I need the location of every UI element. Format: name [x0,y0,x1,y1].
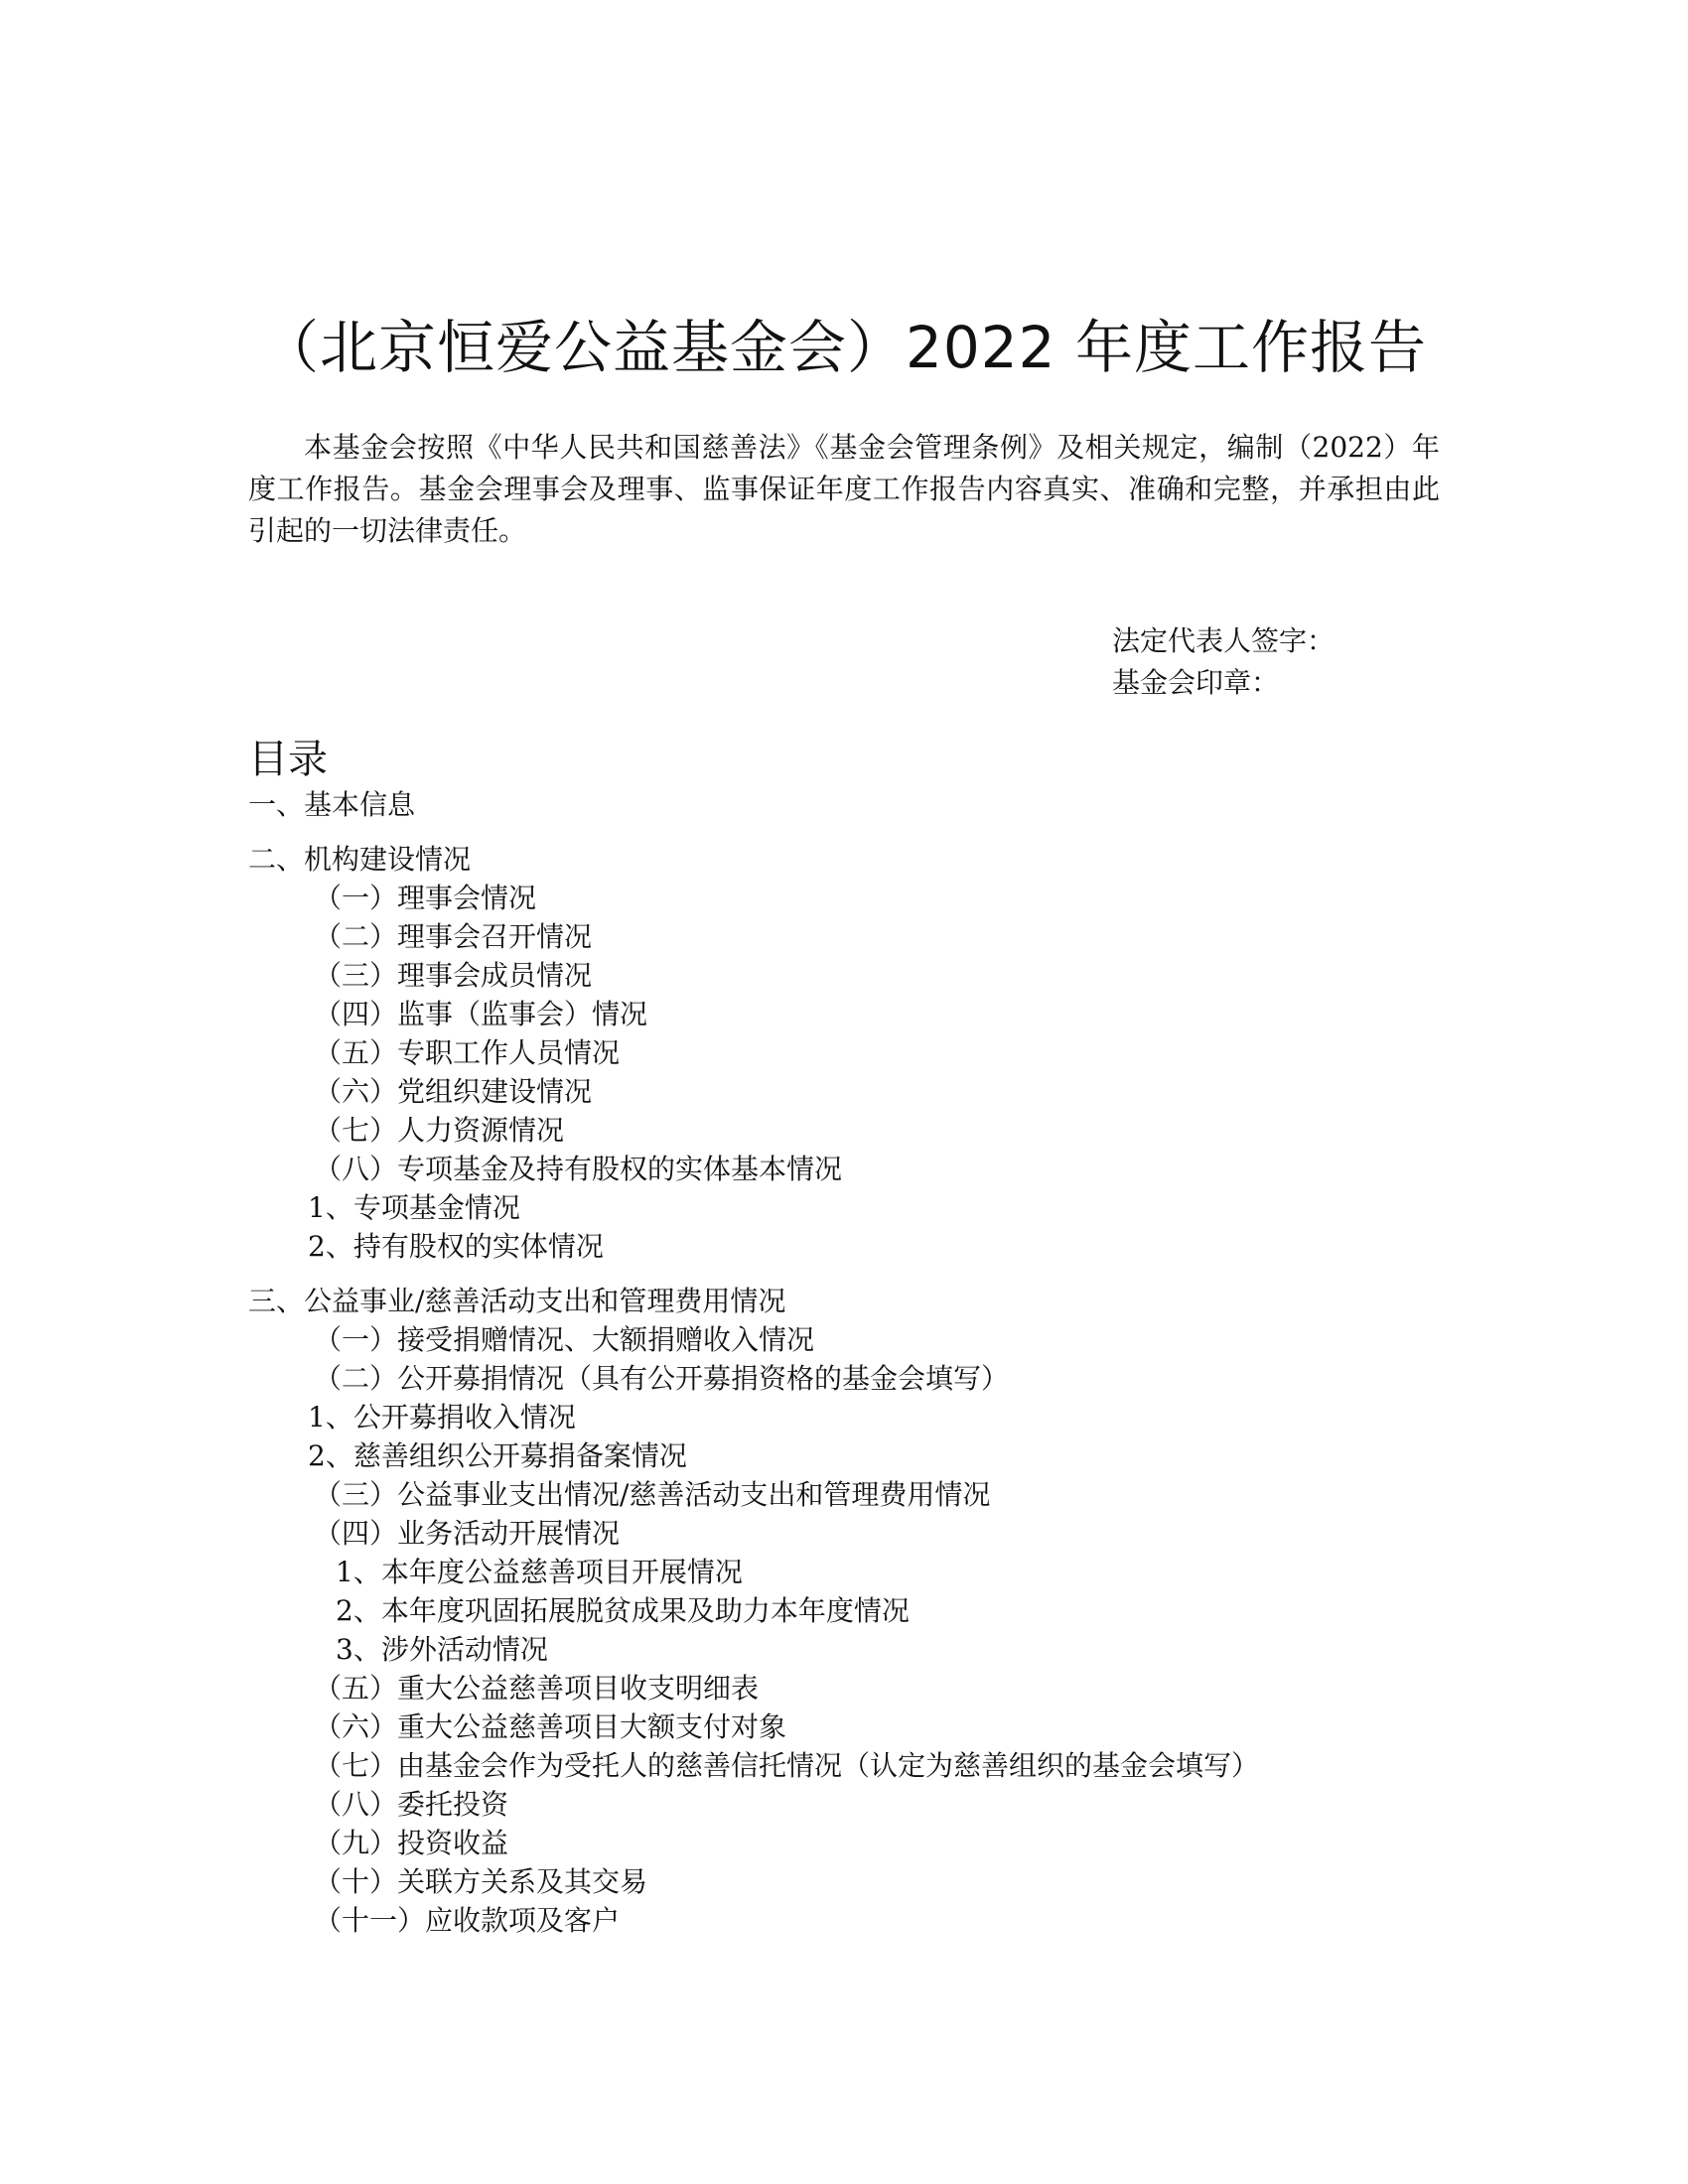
toc-heading: 目录 [248,737,328,782]
toc-item: 2、本年度巩固拓展脱贫成果及助力本年度情况 [336,1594,910,1627]
toc-item: 二、机构建设情况 [248,843,472,876]
toc-item: 1、专项基金情况 [308,1191,520,1224]
seal-label: 基金会印章： [1112,666,1280,699]
toc-item: （八）专项基金及持有股权的实体基本情况 [314,1153,843,1185]
toc-item: （六）党组织建设情况 [314,1075,593,1108]
toc-item: （一）理事会情况 [314,882,537,914]
toc-item: （三）公益事业支出情况/慈善活动支出和管理费用情况 [314,1478,991,1511]
toc-item: 3、涉外活动情况 [336,1633,548,1666]
toc-item: （四）监事（监事会）情况 [314,998,648,1030]
toc-item: 一、基本信息 [248,788,416,821]
toc-item: （五）专职工作人员情况 [314,1036,621,1069]
intro-paragraph: 本基金会按照《中华人民共和国慈善法》《基金会管理条例》及相关规定，编制（2022）年度工作报告。基金会理事会及理事、监事保证年度工作报告内容真实、准确和完整，并承担由此引起的一切法律责任。 [248,431,1440,547]
toc-item: （五）重大公益慈善项目收支明细表 [314,1672,760,1705]
toc-item: 1、公开募捐收入情况 [308,1401,576,1433]
report-title: （北京恒爱公益基金会）2022 年度工作报告 [260,314,1428,381]
toc-item: （八）委托投资 [314,1788,509,1821]
toc-item: 2、持有股权的实体情况 [308,1230,604,1263]
toc-item: （九）投资收益 [314,1827,509,1859]
toc-item: （十）关联方关系及其交易 [314,1865,648,1898]
toc-item: 1、本年度公益慈善项目开展情况 [336,1556,743,1588]
toc-item: （三）理事会成员情况 [314,959,593,992]
toc-item: （二）公开募捐情况（具有公开募捐资格的基金会填写） [314,1362,1010,1395]
toc-item: （七）人力资源情况 [314,1114,565,1147]
toc-item: （二）理事会召开情况 [314,920,593,953]
legal-rep-signature-label: 法定代表人签字： [1112,624,1336,657]
toc-item: （四）业务活动开展情况 [314,1517,621,1550]
toc-item: （七）由基金会作为受托人的慈善信托情况（认定为慈善组织的基金会填写） [314,1749,1260,1782]
toc-item: 三、公益事业/慈善活动支出和管理费用情况 [248,1285,786,1317]
toc-item: 2、慈善组织公开募捐备案情况 [308,1439,687,1472]
toc-item: （一）接受捐赠情况、大额捐赠收入情况 [314,1323,815,1356]
toc-item: （十一）应收款项及客户 [314,1904,621,1937]
toc-item: （六）重大公益慈善项目大额支付对象 [314,1710,787,1743]
